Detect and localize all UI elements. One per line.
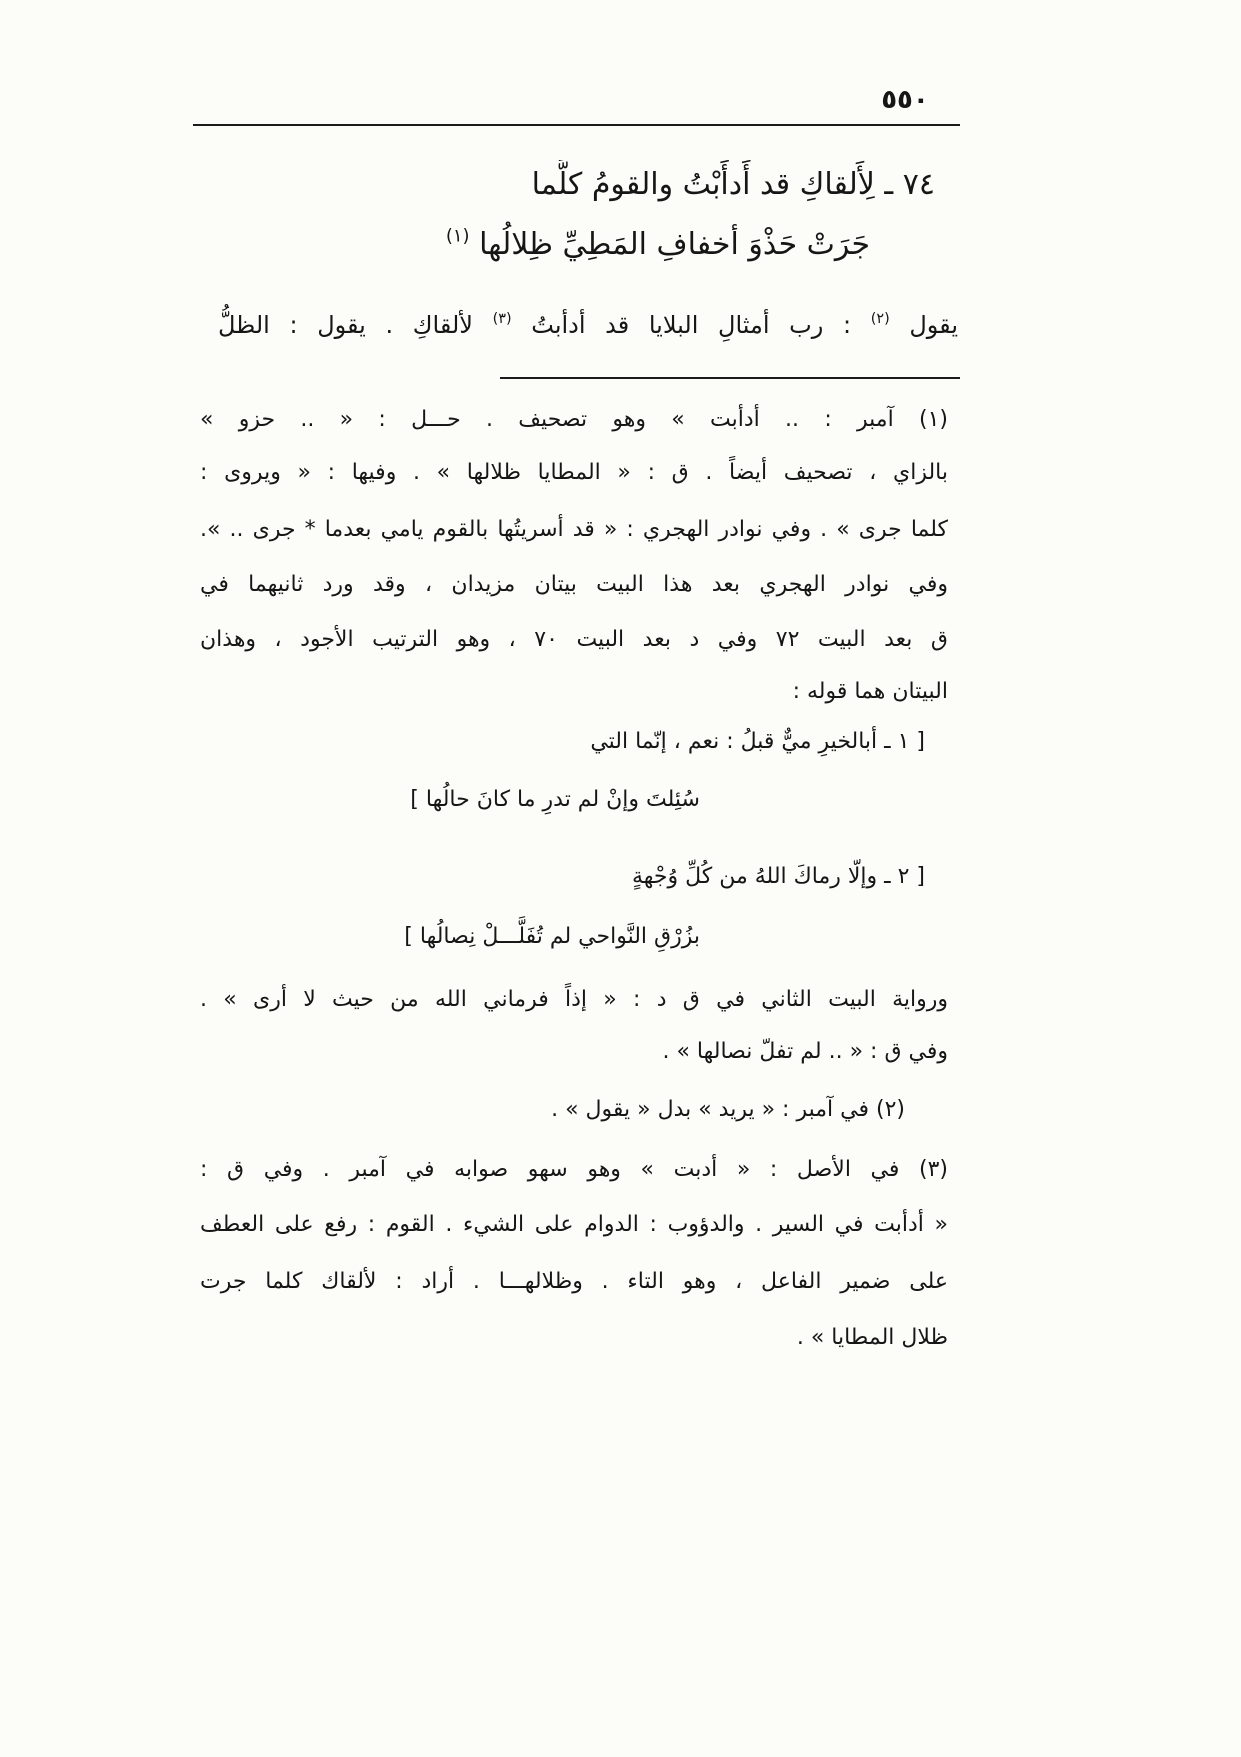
footnote-3-line-1: (٣) في الأصل : « أدبت » وهو سهو صوابه في آمبر . وفي ق : — [200, 1157, 948, 1182]
footnote-3-line-4: ظلال المطايا » . — [796, 1325, 948, 1350]
footnote-separator-rule — [500, 377, 960, 379]
commentary-part-3: لألقاكِ . يقول : الظلُّ — [218, 311, 473, 339]
footnote-1-line-4: وفي نوادر الهجري بعد هذا البيت بيتان مزيدان ، وقد ورد ثانيهما في — [200, 572, 948, 597]
added-verse-2-first: [ ٢ ـ وإلّا رماكَ اللهُ من كُلِّ وُجْهةٍ — [631, 864, 925, 889]
footnote-1-line-5: ق بعد البيت ٧٢ وفي د بعد البيت ٧٠ ، وهو الترتيب الأجود ، وهذان — [200, 627, 948, 652]
footnote-ref-1: (١) — [445, 225, 470, 247]
footnote-1-line-2: بالزاي ، تصحيف أيضاً . ق : « المطايا ظلالها » . وفيها : « ويروى : — [200, 460, 948, 485]
footnote-1-line-6: البيتان هما قوله : — [792, 679, 948, 704]
header-rule — [193, 124, 960, 126]
page-number: ٥٥٠ — [881, 85, 929, 115]
footnote-1-variant-line-1: ورواية البيت الثاني في ق د : « إذاً فرماني الله من حيث لا أرى » . — [200, 987, 948, 1012]
added-verse-1-first: [ ١ ـ أبالخيرِ ميٌّ قبلُ : نعم ، إنّما التي — [590, 729, 925, 754]
footnote-3-line-2: « أدأبت في السير . والدؤوب : الدوام على الشيء . القوم : رفع على العطف — [200, 1212, 948, 1237]
added-verse-1-second: سُئِلتَ وإنْ لم تدرِ ما كانَ حالُها ] — [410, 787, 700, 812]
footnote-ref-2: (٢) — [870, 310, 890, 327]
footnote-2-line-1: (٢) في آمبر : « يريد » بدل « يقول » . — [551, 1097, 905, 1122]
commentary-part-1: يقول — [909, 311, 958, 339]
footnote-ref-3: (٣) — [492, 310, 512, 327]
added-verse-2-second: بزُرْقِ النَّواحي لم تُفَلَّـــلْ نِصالُها ] — [404, 924, 700, 949]
footnote-1-line-3: كلما جرى » . وفي نوادر الهجري : « قد أسريتُها بالقوم يامي بعدما * جرى .. ». — [200, 517, 948, 542]
commentary-part-2: : رب أمثالِ البلايا قد أدأبتُ — [531, 311, 852, 339]
footnote-1-variant-line-2: وفي ق : « .. لم تفلّ نصالها » . — [662, 1039, 948, 1064]
verse-74-first-hemistich: ٧٤ ـ لِأَلقاكِ قد أَدأَبْتُ والقومُ كلَّما — [531, 167, 935, 202]
commentary-line — [218, 300, 958, 350]
footnote-1-line-1: (١) آمبر : .. أدأبت » وهو تصحيف . حـــل : « .. حزو » — [200, 407, 948, 432]
verse-74-second-text: جَرَتْ حَذْوَ أخفافِ المَطِيِّ ظِلالُها — [479, 227, 870, 262]
verse-74-second-hemistich — [210, 220, 870, 270]
footnote-3-line-3: على ضمير الفاعل ، وهو التاء . وظلالهـــا . أراد : لألقاك كلما جرت — [200, 1269, 948, 1294]
